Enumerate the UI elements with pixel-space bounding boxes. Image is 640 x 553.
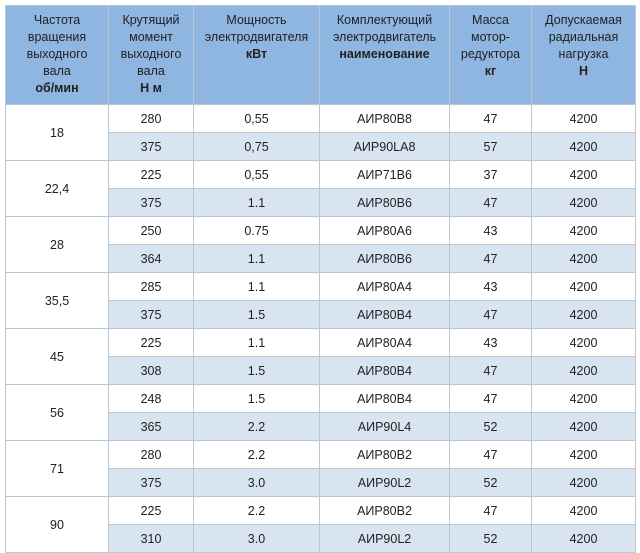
radial-load-cell: 4200 [532, 105, 636, 133]
power-cell: 0.75 [194, 217, 320, 245]
torque-cell: 280 [109, 441, 194, 469]
table-row [6, 497, 636, 525]
power-cell: 1.1 [194, 245, 320, 273]
torque-cell: 364 [109, 245, 194, 273]
header-row [6, 6, 636, 105]
mass-cell: 47 [450, 189, 532, 217]
radial-load-cell: 4200 [532, 385, 636, 413]
mass-cell: 57 [450, 133, 532, 161]
header-motor-name: Комплектующий электродвигатель наименование [320, 6, 450, 105]
mass-cell: 43 [450, 329, 532, 357]
power-cell: 1.5 [194, 385, 320, 413]
output-speed-cell: 35,5 [6, 273, 109, 329]
radial-load-cell: 4200 [532, 441, 636, 469]
radial-load-cell: 4200 [532, 357, 636, 385]
table-row [6, 385, 636, 413]
mass-cell: 52 [450, 469, 532, 497]
motor-name-cell: АИР80А6 [320, 217, 450, 245]
power-cell: 1.5 [194, 301, 320, 329]
mass-cell: 47 [450, 301, 532, 329]
header-output-speed: Частота вращения выходного вала об/мин [6, 6, 109, 105]
motor-name-cell: АИР80В4 [320, 385, 450, 413]
output-speed-cell: 45 [6, 329, 109, 385]
torque-cell: 225 [109, 497, 194, 525]
motor-name-cell: АИР80А4 [320, 273, 450, 301]
radial-load-cell: 4200 [532, 329, 636, 357]
power-cell: 2.2 [194, 497, 320, 525]
motor-name-cell: АИР71В6 [320, 161, 450, 189]
motor-name-cell: АИР80В2 [320, 441, 450, 469]
torque-cell: 225 [109, 329, 194, 357]
mass-cell: 47 [450, 105, 532, 133]
mass-cell: 52 [450, 413, 532, 441]
power-cell: 1.1 [194, 329, 320, 357]
radial-load-cell: 4200 [532, 301, 636, 329]
mass-cell: 47 [450, 245, 532, 273]
power-cell: 0,55 [194, 161, 320, 189]
motor-reducer-spec-table [5, 5, 636, 553]
header-motor-power: Мощность электродвигателя кВт [194, 6, 320, 105]
torque-cell: 225 [109, 161, 194, 189]
radial-load-cell: 4200 [532, 161, 636, 189]
motor-name-cell: АИР90L2 [320, 469, 450, 497]
table-row [6, 217, 636, 245]
power-cell: 1.1 [194, 273, 320, 301]
motor-name-cell: АИР80В6 [320, 245, 450, 273]
torque-cell: 285 [109, 273, 194, 301]
header-output-torque: Крутящий момент выходного вала Н м [109, 6, 194, 105]
radial-load-cell: 4200 [532, 469, 636, 497]
radial-load-cell: 4200 [532, 217, 636, 245]
motor-name-cell: АИР80В8 [320, 105, 450, 133]
torque-cell: 375 [109, 469, 194, 497]
table-row [6, 105, 636, 133]
torque-cell: 308 [109, 357, 194, 385]
mass-cell: 47 [450, 385, 532, 413]
mass-cell: 52 [450, 525, 532, 553]
output-speed-cell: 22,4 [6, 161, 109, 217]
motor-name-cell: АИР90LA8 [320, 133, 450, 161]
table-row [6, 273, 636, 301]
mass-cell: 47 [450, 497, 532, 525]
radial-load-cell: 4200 [532, 497, 636, 525]
table-row [6, 161, 636, 189]
radial-load-cell: 4200 [532, 189, 636, 217]
torque-cell: 375 [109, 301, 194, 329]
mass-cell: 37 [450, 161, 532, 189]
torque-cell: 310 [109, 525, 194, 553]
radial-load-cell: 4200 [532, 525, 636, 553]
power-cell: 2.2 [194, 441, 320, 469]
power-cell: 1.1 [194, 189, 320, 217]
power-cell: 0,75 [194, 133, 320, 161]
header-mass: Масса мотор- редуктора кг [450, 6, 532, 105]
torque-cell: 375 [109, 133, 194, 161]
power-cell: 3.0 [194, 469, 320, 497]
output-speed-cell: 56 [6, 385, 109, 441]
torque-cell: 375 [109, 189, 194, 217]
motor-name-cell: АИР90L4 [320, 413, 450, 441]
output-speed-cell: 28 [6, 217, 109, 273]
table-row [6, 329, 636, 357]
mass-cell: 43 [450, 273, 532, 301]
torque-cell: 365 [109, 413, 194, 441]
output-speed-cell: 71 [6, 441, 109, 497]
mass-cell: 47 [450, 357, 532, 385]
power-cell: 0,55 [194, 105, 320, 133]
torque-cell: 280 [109, 105, 194, 133]
radial-load-cell: 4200 [532, 245, 636, 273]
power-cell: 2.2 [194, 413, 320, 441]
motor-name-cell: АИР80А4 [320, 329, 450, 357]
motor-name-cell: АИР80В6 [320, 189, 450, 217]
output-speed-cell: 18 [6, 105, 109, 161]
header-radial-load: Допускаемая радиальная нагрузка Н [532, 6, 636, 105]
output-speed-cell: 90 [6, 497, 109, 553]
motor-name-cell: АИР80В2 [320, 497, 450, 525]
radial-load-cell: 4200 [532, 413, 636, 441]
radial-load-cell: 4200 [532, 133, 636, 161]
radial-load-cell: 4200 [532, 273, 636, 301]
mass-cell: 47 [450, 441, 532, 469]
motor-name-cell: АИР90L2 [320, 525, 450, 553]
power-cell: 1.5 [194, 357, 320, 385]
power-cell: 3.0 [194, 525, 320, 553]
motor-name-cell: АИР80В4 [320, 357, 450, 385]
table-row [6, 441, 636, 469]
motor-name-cell: АИР80В4 [320, 301, 450, 329]
torque-cell: 250 [109, 217, 194, 245]
torque-cell: 248 [109, 385, 194, 413]
mass-cell: 43 [450, 217, 532, 245]
